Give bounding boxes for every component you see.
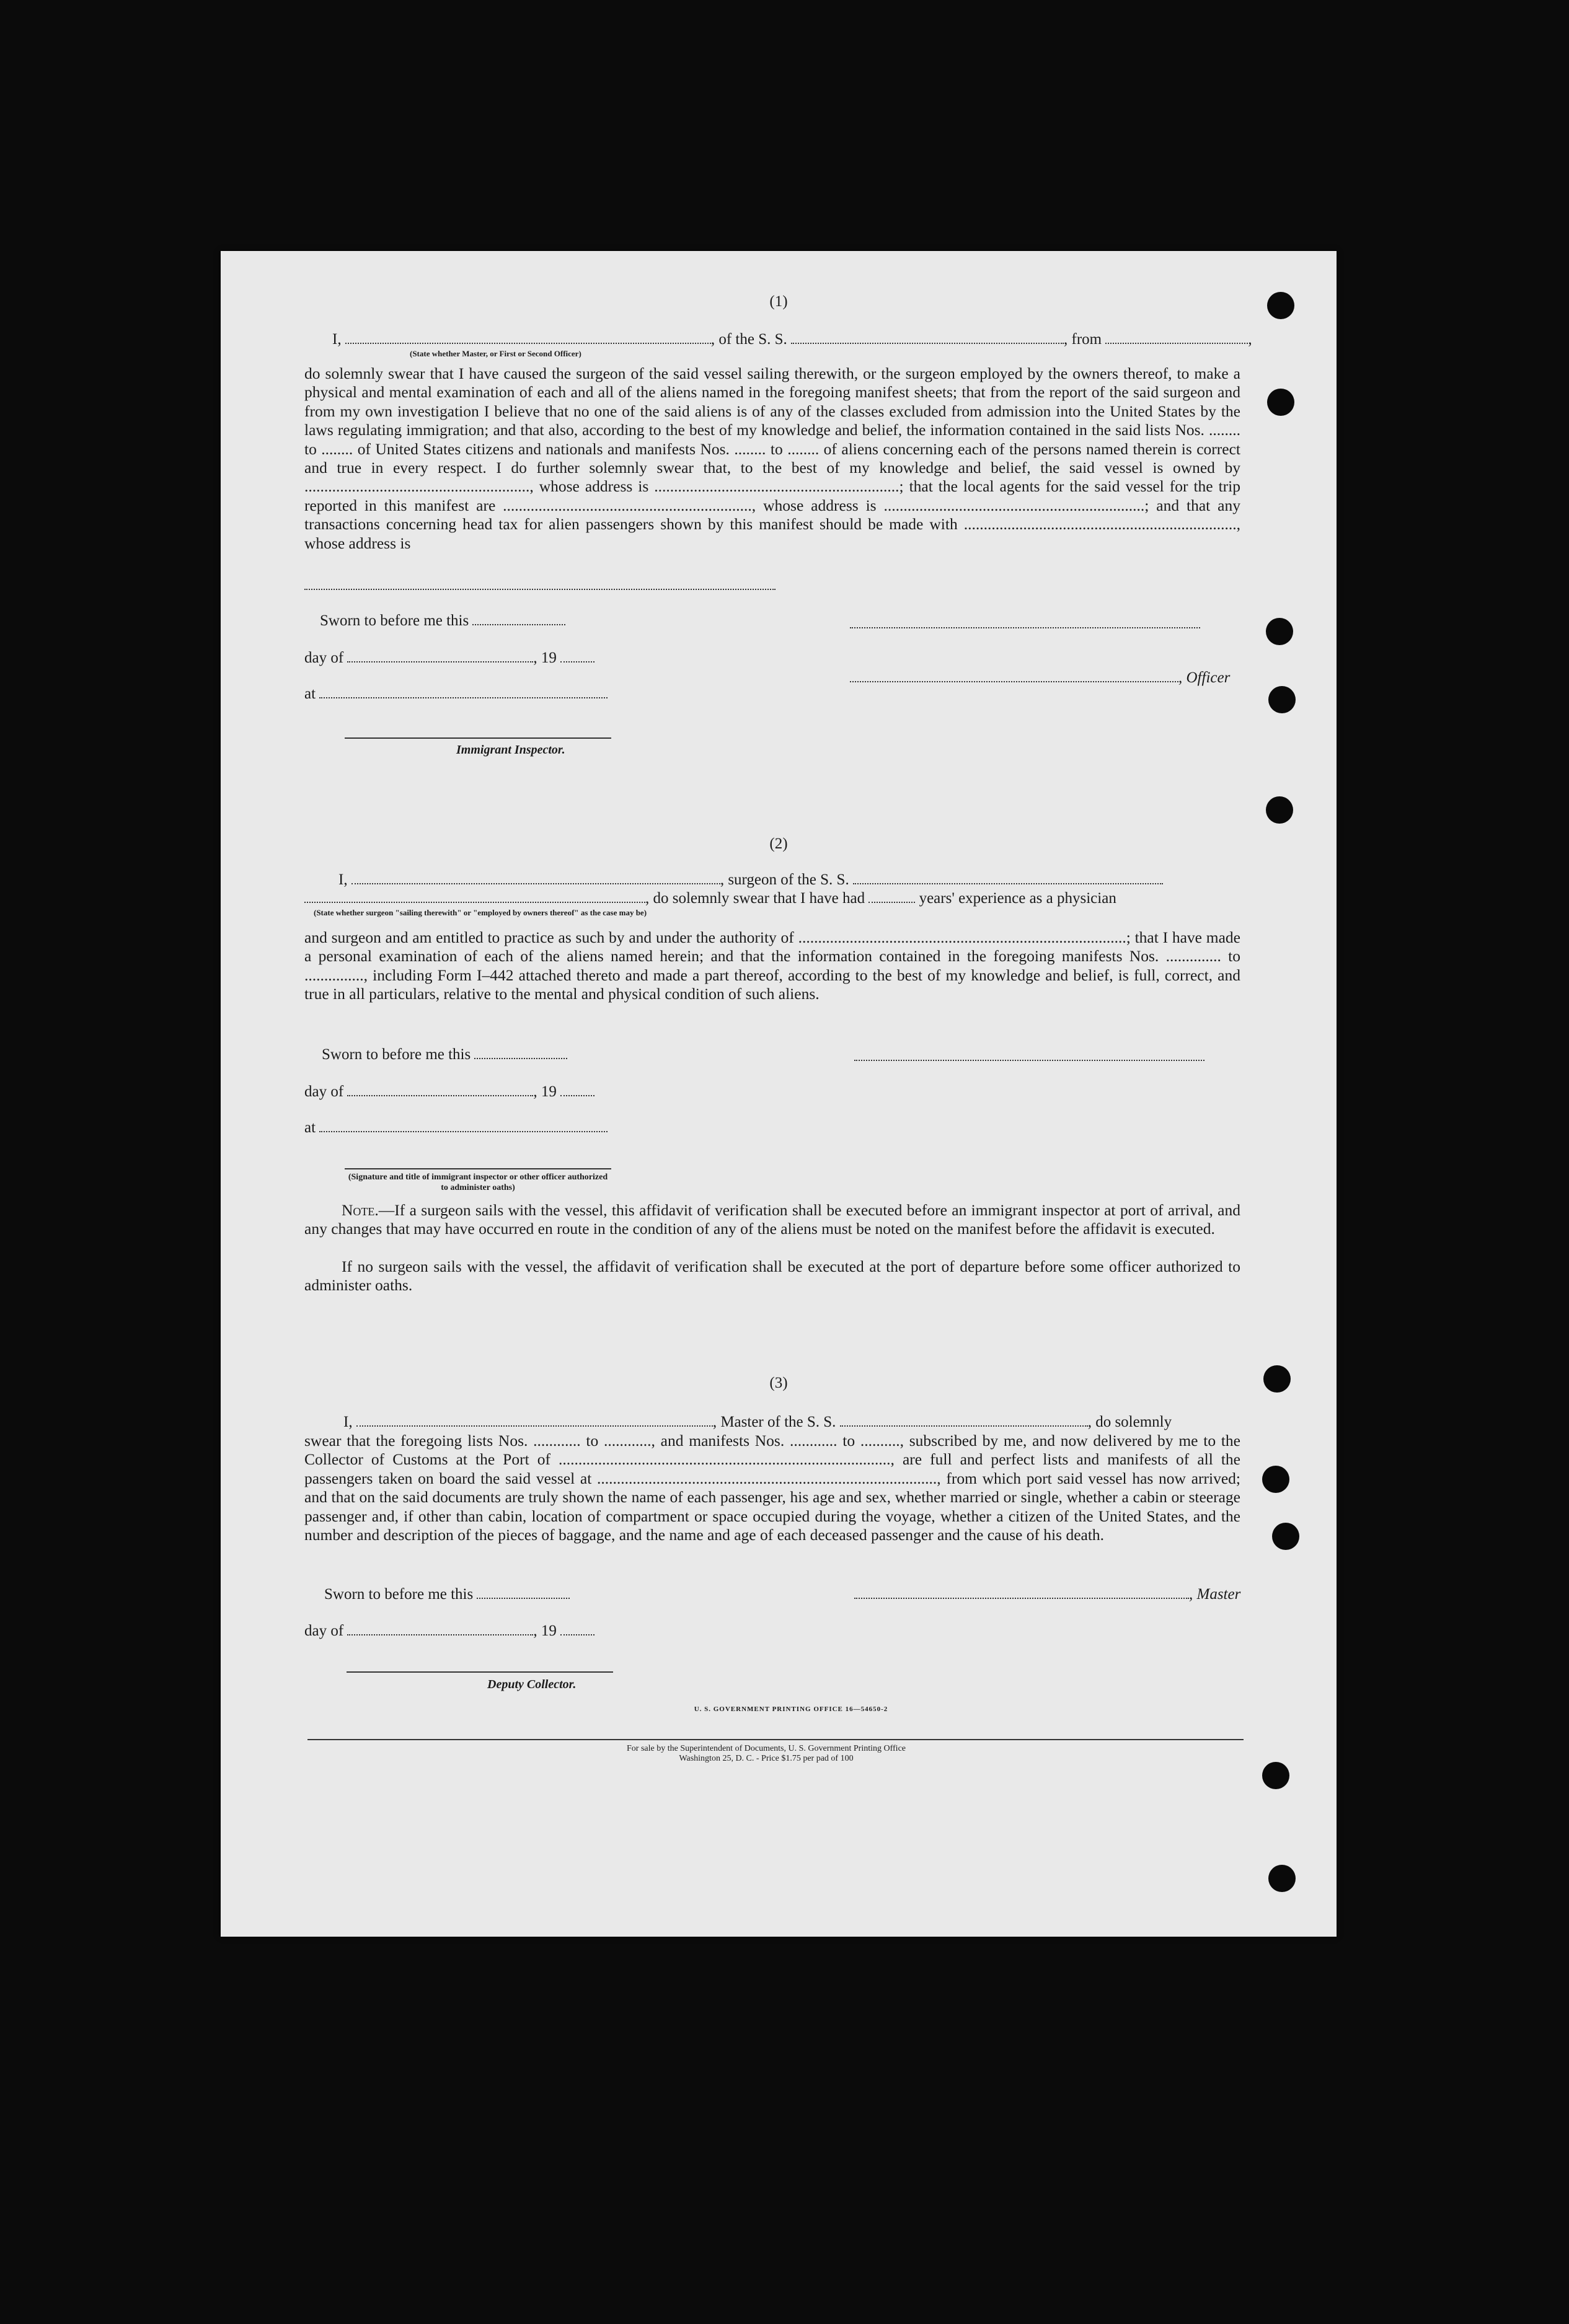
month-field[interactable] — [347, 1094, 533, 1096]
label-of-ss: , of the S. S. — [710, 331, 787, 348]
section-1-oath-line — [332, 330, 1252, 349]
departure-port-field[interactable] — [1105, 342, 1248, 344]
officer-signature-line[interactable] — [850, 627, 1200, 628]
at-label: at — [304, 685, 316, 702]
master-name-field[interactable] — [356, 1425, 713, 1427]
master-signature-field[interactable] — [854, 1597, 1189, 1599]
years-experience-field[interactable] — [868, 901, 915, 903]
month-field[interactable] — [347, 661, 533, 662]
sworn-line — [320, 612, 565, 630]
punch-hole — [1266, 796, 1293, 824]
surgeon-vessel-field[interactable] — [853, 883, 1163, 884]
note-text: —If a surgeon sails with the vessel, this affidavit of verification shall be executed before an immigrant inspector at port of arrival, and any changes that may have occurred en route in the condition of any of the aliens must be noted on the manifest before the affidavit is executed. — [304, 1201, 1240, 1238]
punch-hole — [1267, 292, 1294, 319]
administrator-signature-line[interactable] — [345, 1168, 611, 1169]
place-field[interactable] — [319, 1130, 608, 1132]
gpo-imprint: U. S. GOVERNMENT PRINTING OFFICE 16—54650-2 — [694, 1706, 888, 1713]
day-of-line — [304, 1622, 594, 1640]
sworn-label: Sworn to before me this — [320, 612, 469, 629]
label-i: I, — [343, 1414, 353, 1430]
punch-hole — [1266, 618, 1293, 645]
master-signature-line — [854, 1585, 1240, 1604]
master-title: , Master — [1189, 1586, 1241, 1603]
year-field[interactable] — [560, 1634, 594, 1635]
form-page — [221, 251, 1337, 1937]
punch-hole — [1268, 1865, 1296, 1892]
officer-name-field[interactable] — [850, 680, 1178, 682]
swear-label: , do solemnly swear that I have had — [645, 890, 865, 907]
punch-hole — [1268, 686, 1296, 713]
year-label: , 19 — [533, 1622, 557, 1639]
section-2-number: (2) — [769, 835, 788, 852]
collector-signature-line[interactable] — [347, 1671, 613, 1673]
label-i: I, — [338, 871, 348, 888]
place-field[interactable] — [319, 697, 608, 698]
master-vessel-field[interactable] — [840, 1425, 1088, 1427]
punch-hole — [1262, 1762, 1289, 1789]
surgeon-note — [304, 1201, 1240, 1239]
day-of-line — [304, 1083, 594, 1101]
at-label: at — [304, 1119, 316, 1136]
officer-label: , Officer — [1178, 669, 1231, 686]
section-2-oath-line — [338, 871, 1163, 889]
footer-rule — [307, 1739, 1244, 1740]
officer-rank-field[interactable] — [345, 342, 711, 344]
sworn-date-field[interactable] — [474, 1057, 567, 1059]
sworn-date-field[interactable] — [477, 1597, 570, 1599]
sworn-label: Sworn to before me this — [324, 1586, 474, 1603]
section-1-body: do solemnly swear that I have caused the surgeon of the said vessel sailing therewith, or the surgeon employed by the owners thereof, to make a physical and mental examination of each and all of the aliens named in the foregoing manifest sheets; that from the report of the said surgeon and from my own investigation I believe that no one of the said aliens is of any of the classes excluded from admission into the United States by the laws regulating immigration; and that also, according to the best of my knowledge and belief, the information contained in the said lists Nos. ........ to ........ of United States citizens and nationals and manifests Nos. ........ to ........ of aliens concerning each of the persons named therein is correct and true in every respect. I do further solemnly swear that, to the best of my knowledge and belief, the said vessel is owned by ........................................................., whose address is ..............................................................; that the local agents for the said vessel for the trip reported in this manifest are ..............................................................., whose address is ..................................................................; and that any transactions concerning head tax for alien passengers shown by this manifest should be made with ....................................................................., whose address is — [304, 364, 1240, 552]
surgeon-signature-line[interactable] — [854, 1060, 1204, 1061]
at-line — [304, 1119, 608, 1137]
punch-hole — [1263, 1365, 1291, 1393]
surgeon-label: , surgeon of the S. S. — [720, 871, 849, 888]
section-3-number: (3) — [769, 1375, 788, 1391]
year-field[interactable] — [560, 1094, 594, 1096]
day-of-label: day of — [304, 649, 344, 666]
officer-rank-caption: (State whether Master, or First or Second Officer) — [410, 349, 581, 358]
label-i: I, — [332, 331, 342, 348]
sworn-label: Sworn to before me this — [322, 1046, 471, 1063]
punch-hole — [1262, 1466, 1289, 1493]
year-label: , 19 — [533, 1083, 557, 1100]
day-of-label: day of — [304, 1622, 344, 1639]
officer-line — [850, 669, 1230, 687]
signature-caption: (Signature and title of immigrant inspector or other officer authorized to administer oaths) — [348, 1173, 608, 1192]
surgeon-status-caption: (State whether surgeon "sailing therewith" or "employed by owners thereof" as the case may be) — [314, 908, 647, 917]
year-label: , 19 — [533, 649, 557, 666]
section-2-years-line — [304, 889, 1116, 908]
section-2-body: and surgeon and am entitled to practice as such by and under the authority of ...................................................................................; that I have made a personal examination of each of the aliens named herein; and that the information contained in the foregoing manifests Nos. .............. to ..............., including Form I–442 attached thereto and made a part thereof, according to the best of my knowledge and belief, is full, correct, and true in all particulars, relative to the mental and physical condition of such aliens. — [304, 928, 1240, 1003]
sale-notice-2: Washington 25, D. C. - Price $1.75 per pad of 100 — [679, 1754, 854, 1763]
note-label: Note. — [342, 1201, 379, 1219]
sworn-line — [324, 1585, 570, 1604]
punch-hole — [1267, 389, 1294, 416]
comma: , — [1248, 331, 1252, 348]
vessel-name-field[interactable] — [791, 342, 1064, 344]
day-of-label: day of — [304, 1083, 344, 1100]
sale-notice-1: For sale by the Superintendent of Documents, U. S. Government Printing Office — [627, 1744, 906, 1753]
section-3-oath-line — [343, 1413, 1172, 1432]
sworn-line — [322, 1045, 567, 1064]
sworn-date-field[interactable] — [472, 623, 565, 625]
at-line — [304, 685, 608, 703]
section-3-body: swear that the foregoing lists Nos. ............ to ............, and manifests Nos. ............ to .........., subscribed by me, and now delivered by me to the Collector of Customs at the Port of ...................................................................................., are full and perfect lists and manifests of all the passengers taken on board the said vessel at ......................................................................................, from which port said vessel has now arrived; and that on the said documents are truly shown the name of each passenger, his age and sex, whether married or single, whether a cabin or steerage passenger and, if other than cabin, location of compartment or space occupied during the voyage, whether a citizen of the United States, and the number and description of the pieces of baggage, and the name and age of each deceased passenger and the cause of his death. — [304, 1432, 1240, 1544]
immigrant-inspector-label: Immigrant Inspector. — [456, 743, 565, 757]
punch-hole — [1272, 1523, 1299, 1550]
no-surgeon-note: If no surgeon sails with the vessel, the affidavit of verification shall be executed at the port of departure before some officer authorized to administer oaths. — [304, 1257, 1240, 1295]
address-line[interactable] — [304, 589, 776, 590]
section-1-number: (1) — [769, 293, 788, 310]
years-label: years' experience as a physician — [919, 890, 1116, 907]
label-from: , from — [1064, 331, 1102, 348]
surgeon-name-field[interactable] — [351, 883, 720, 884]
month-field[interactable] — [347, 1634, 533, 1635]
deputy-collector-label: Deputy Collector. — [487, 1678, 577, 1691]
solemnly-label: , do solemnly — [1087, 1414, 1172, 1430]
master-label: , Master of the S. S. — [712, 1414, 836, 1430]
year-field[interactable] — [560, 661, 594, 662]
day-of-line — [304, 649, 594, 667]
surgeon-status-field[interactable] — [304, 901, 645, 903]
inspector-signature-line[interactable] — [345, 737, 611, 739]
